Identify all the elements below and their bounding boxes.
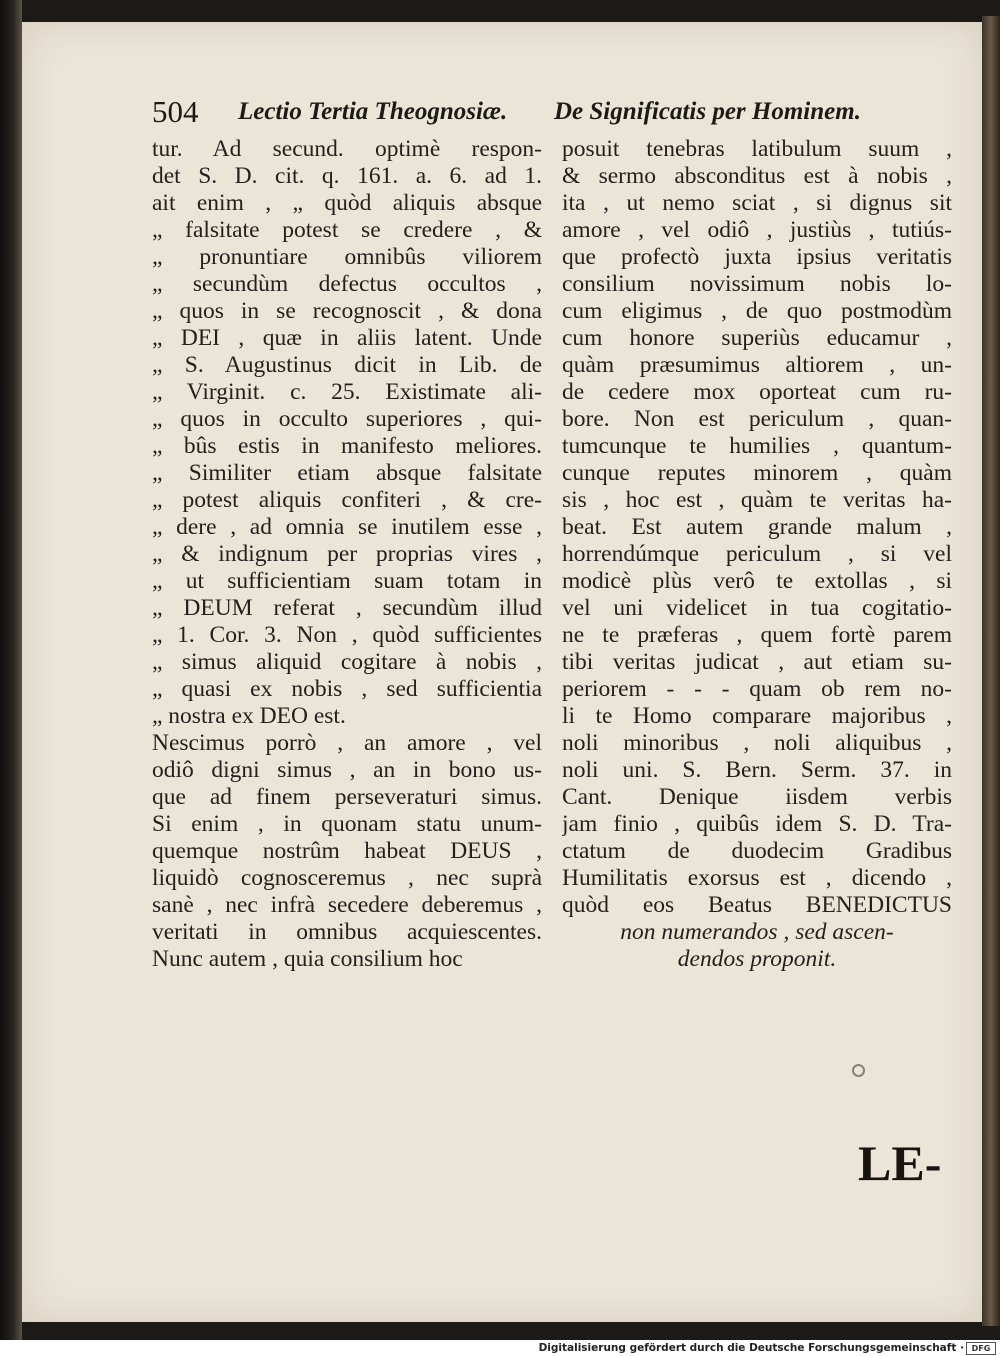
text-line: „ bûs estis in manifesto meliores. — [152, 433, 542, 459]
text-line: tibi veritas judicat , aut etiam su- — [562, 649, 952, 675]
text-line: „ & indignum per proprias vires , — [152, 541, 542, 567]
text-line: ait enim , „ quòd aliquis absque — [152, 190, 542, 216]
running-title-left: Lectio Tertia Theognosiæ. — [238, 98, 508, 125]
text-line: ita , ut nemo sciat , si dignus sit — [562, 190, 952, 216]
text-line: dendos proponit. — [677, 946, 837, 972]
text-line: li te Homo comparare majoribus , — [562, 703, 952, 729]
text-line: det S. D. cit. q. 161. a. 6. ad 1. — [152, 163, 542, 189]
text-line: „ dere , ad omnia se inutilem esse , — [152, 514, 542, 540]
text-line: „ DEI , quæ in aliis latent. Unde — [152, 325, 542, 351]
dfg-logo: DFG — [966, 1342, 996, 1355]
page-number: 504 — [152, 94, 199, 129]
text-line: cunque reputes minorem , quàm — [562, 460, 952, 486]
text-line: sis , hoc est , quàm te veritas ha- — [562, 487, 952, 513]
ornament-mark — [852, 1064, 865, 1077]
text-line: quòd eos Beatus BENEDICTUS — [562, 892, 952, 918]
book-left-edge — [0, 0, 22, 1340]
text-line: noli minoribus , noli aliquibus , — [562, 730, 952, 756]
text-line: „ S. Augustinus dicit in Lib. de — [152, 352, 542, 378]
text-line: que ad finem perseveraturi simus. — [152, 784, 542, 810]
text-line: beat. Est autem grande malum , — [562, 514, 952, 540]
text-line: tumcunque te humilies , quantum- — [562, 433, 952, 459]
text-line: „ DEUM referat , secundùm illud — [152, 595, 542, 621]
running-header — [152, 96, 932, 136]
text-line: Cant. Denique iisdem verbis — [562, 784, 952, 810]
left-text-column — [152, 136, 542, 973]
text-line: „ simus aliquid cogitare à nobis , — [152, 649, 542, 675]
text-line: „ falsitate potest se credere , & — [152, 217, 542, 243]
text-line: „ potest aliquis confiteri , & cre- — [152, 487, 542, 513]
text-line: quàm præsumimus altiorem , un- — [562, 352, 952, 378]
text-line: horrendúmque periculum , si vel — [562, 541, 952, 567]
text-line: „ secundùm defectus occultos , — [152, 271, 542, 297]
text-line: & sermo absconditus est à nobis , — [562, 163, 952, 189]
text-line: quemque nostrûm habeat DEUS , — [152, 838, 542, 864]
text-line: periorem - - - quam ob rem no- — [562, 676, 952, 702]
right-text-column — [562, 136, 952, 973]
text-line: „ quos in occulto superiores , qui- — [152, 406, 542, 432]
footer-bar — [0, 1340, 1000, 1356]
text-line: „ quos in se recognoscit , & dona — [152, 298, 542, 324]
text-line: vel uni videlicet in tua cogitatio- — [562, 595, 952, 621]
text-line: noli uni. S. Bern. Serm. 37. in — [562, 757, 952, 783]
text-line: de cedere mox oporteat cum ru- — [562, 379, 952, 405]
running-title-right: De Significatis per Hominem. — [554, 98, 861, 125]
text-line: „ Virginit. c. 25. Existimate ali- — [152, 379, 542, 405]
text-line: Humilitatis exorsus est , dicendo , — [562, 865, 952, 891]
text-line: „ Similiter etiam absque falsitate — [152, 460, 542, 486]
text-line: sanè , nec infrà secedere deberemus , — [152, 892, 542, 918]
text-line: tur. Ad secund. optimè respon- — [152, 136, 542, 162]
text-line: „ quasi ex nobis , sed sufficientia — [152, 676, 542, 702]
text-line: consilium novissimum nobis lo- — [562, 271, 952, 297]
text-line: veritati in omnibus acquiescentes. — [152, 919, 542, 945]
catchword: LE- — [858, 1135, 942, 1191]
book-right-edge — [982, 16, 1000, 1326]
text-line: modicè plùs verô te extollas , si — [562, 568, 952, 594]
text-line: odiô digni simus , an in bono us- — [152, 757, 542, 783]
text-line: Si enim , in quonam statu unum- — [152, 811, 542, 837]
text-line: liquidò cognosceremus , nec suprà — [152, 865, 542, 891]
text-line: cum eligimus , de quo postmodùm — [562, 298, 952, 324]
text-line: „ nostra ex DEO est. — [152, 703, 346, 729]
text-line: ctatum de duodecim Gradibus — [562, 838, 952, 864]
text-line: posuit tenebras latibulum suum , — [562, 136, 952, 162]
text-line: Nescimus porrò , an amore , vel — [152, 730, 542, 756]
text-line: bore. Non est periculum , quan- — [562, 406, 952, 432]
funding-credit: Digitalisierung gefördert durch die Deutsche Forschungsgemeinschaft · — [538, 1342, 964, 1354]
text-line: ne te præferas , quem fortè parem — [562, 622, 952, 648]
text-line: jam finio , quibûs idem S. D. Tra- — [562, 811, 952, 837]
text-line: cum honore superiùs educamur , — [562, 325, 952, 351]
text-line: amore , vel odiô , justiùs , tutiús- — [562, 217, 952, 243]
text-line: „ ut sufficientiam suam totam in — [152, 568, 542, 594]
text-line: Nunc autem , quia consilium hoc — [152, 946, 463, 972]
text-line: que profectò juxta ipsius veritatis — [562, 244, 952, 270]
text-line: non numerandos , sed ascen- — [620, 919, 894, 945]
text-line: „ 1. Cor. 3. Non , quòd sufficientes — [152, 622, 542, 648]
text-line: „ pronuntiare omnibûs viliorem — [152, 244, 542, 270]
